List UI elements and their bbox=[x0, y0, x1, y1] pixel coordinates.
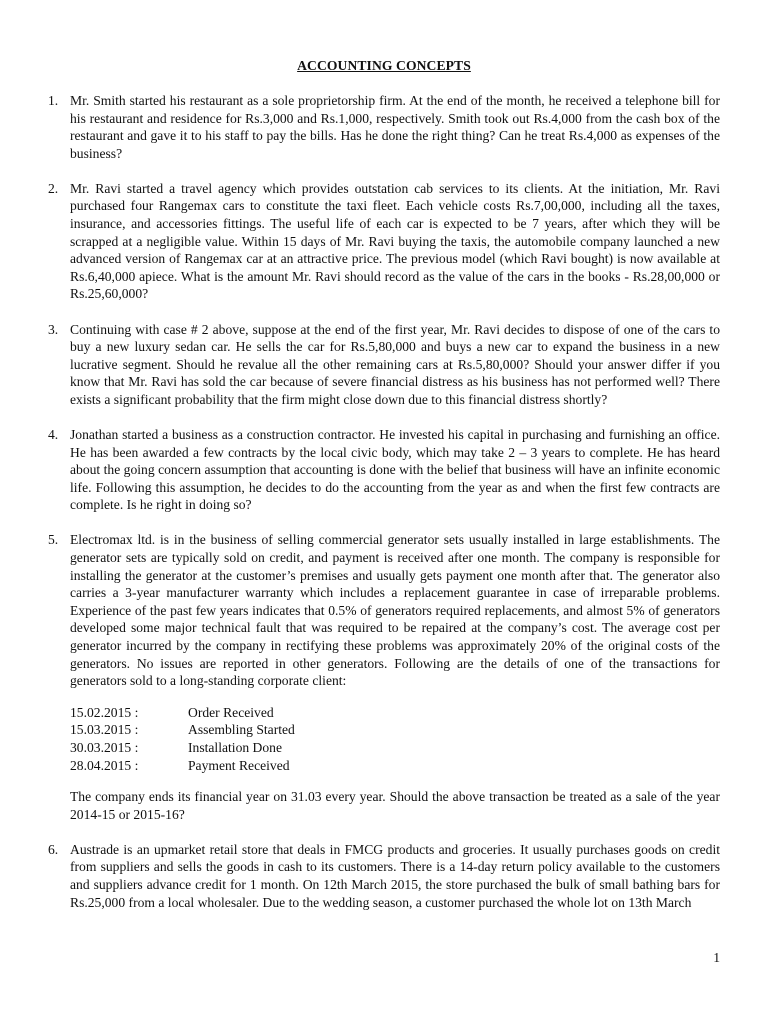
schedule-event: Order Received bbox=[188, 704, 274, 720]
schedule-date: 30.03.2015 : bbox=[70, 740, 139, 755]
question-text: Mr. Smith started his restaurant as a sole proprietorship firm. At the end of the month, he received a telephone bill for his restaurant and residence for Rs.3,000 and Rs.1,000, respectively. Smith took out Rs.4,000 from the cash box of the restaurant and gave it to his staff to pay the bills. Has he done the right thing? Can he treat Rs.4,000 as expenses of the business? bbox=[70, 93, 720, 161]
question-item bbox=[48, 92, 720, 162]
schedule-event: Assembling Started bbox=[188, 722, 295, 738]
question-number: 4. bbox=[48, 427, 59, 442]
question-text: Continuing with case # 2 above, suppose at the end of the first year, Mr. Ravi decides to dispose of one of the cars to buy a new luxury sedan car. He sells the car for Rs.5,80,000 and buys a new car to expand the business in a new lucrative segment. Should he revalue all the other remaining cars at Rs.5,80,000? Should your answer differ if you know that Mr. Ravi has sold the car because of severe financial distress as his business has not performed well? There exists a significant probability that the firm might close down due to this financial distress shortly? bbox=[70, 321, 720, 407]
question-text: Mr. Ravi started a travel agency which provides outstation cab services to its clients. At the initiation, Mr. Ravi purchased four Rangemax cars to constitute the taxi fleet. Each vehicle costs Rs.7,00,000, including all the taxes, insurance, and accessories fittings. The useful life of each car is expected to be 7 years, after which they will be scrapped at a negligible value. Within 15 days of Mr. Ravi buying the taxis, the automobile company launched a new advanced version of Rangemax car at an attractive price. The previous model (which Ravi bought) is now available at Rs.6,40,000 apiece. What is the amount Mr. Ravi should record as the value of the cars in the books - Rs.28,00,000 or Rs.25,60,000? bbox=[70, 180, 720, 302]
question-item bbox=[48, 426, 720, 514]
question-number: 6. bbox=[48, 841, 59, 857]
question-number: 5. bbox=[48, 532, 59, 548]
question-item bbox=[48, 180, 720, 303]
schedule-date: 15.02.2015 : bbox=[70, 704, 139, 720]
schedule-date: 28.04.2015 : bbox=[70, 757, 139, 773]
question-item bbox=[48, 841, 720, 911]
question-text: Austrade is an upmarket retail store that deals in FMCG products and groceries. It usually purchases goods on credit from suppliers and sells the goods in cash to its customers. There is a 14-day return policy available to the customers and suppliers advance credit for 1 month. On 12th March 2015, the store purchased the bulk of small bathing bars for Rs.25,000 from a local wholesaler. Due to the wedding season, a customer purchased the whole lot on 13th March bbox=[70, 841, 720, 910]
question-text: Jonathan started a business as a construction contractor. He invested his capital in purchasing and furnishing an office. He has been awarded a few contracts by the local civic body, which may take 2 – 3 years to complete. He has heard about the going concern assumption that accounting is done with the belief that business will have an infinite economic life. Following this assumption, he decides to do the accounting from the year as and when the first few contracts are complete. Is he right in doing so? bbox=[70, 427, 720, 513]
schedule-date: 15.03.2015 : bbox=[70, 722, 139, 738]
schedule-row bbox=[70, 704, 720, 722]
schedule-row bbox=[70, 739, 720, 757]
schedule-row bbox=[70, 757, 720, 775]
schedule-row bbox=[70, 721, 720, 739]
question-number: 2. bbox=[48, 180, 59, 196]
transaction-schedule bbox=[70, 704, 720, 774]
question-number: 3. bbox=[48, 321, 59, 337]
question-number: 1. bbox=[48, 93, 59, 108]
question-item bbox=[48, 531, 720, 823]
schedule-event: Payment Received bbox=[188, 757, 290, 773]
document-title: ACCOUNTING CONCEPTS bbox=[297, 58, 471, 73]
schedule-event: Installation Done bbox=[188, 740, 283, 755]
page-number: 1 bbox=[713, 950, 720, 965]
question-text: Electromax ltd. is in the business of selling commercial generator sets usually installed in large establishments. The generator sets are typically sold on credit, and payment is received after one month. The company is responsible for installing the generator at the customer’s premises and usually gets payment one month after that. The generator also carries a 3-year manufacturer warranty which includes a replacement guarantee in case of irreparable problems. Experience of the past few years indicates that 0.5% of generators required replacements, and almost 5% of generators developed some major technical fault that was required to be repaired at the company’s cost. The average cost per generator incurred by the company in rectifying these problems was approximately 20% of the original costs of the generators. No issues are reported in other generators. Following are the details of one of the transactions for generators sold to a long-standing corporate client: bbox=[70, 532, 720, 689]
question-list bbox=[48, 92, 720, 911]
question-followup-text: The company ends its financial year on 31.03 every year. Should the above transaction be treated as a sale of the year 2014-15 or 2015-16? bbox=[70, 789, 720, 822]
question-item bbox=[48, 321, 720, 409]
